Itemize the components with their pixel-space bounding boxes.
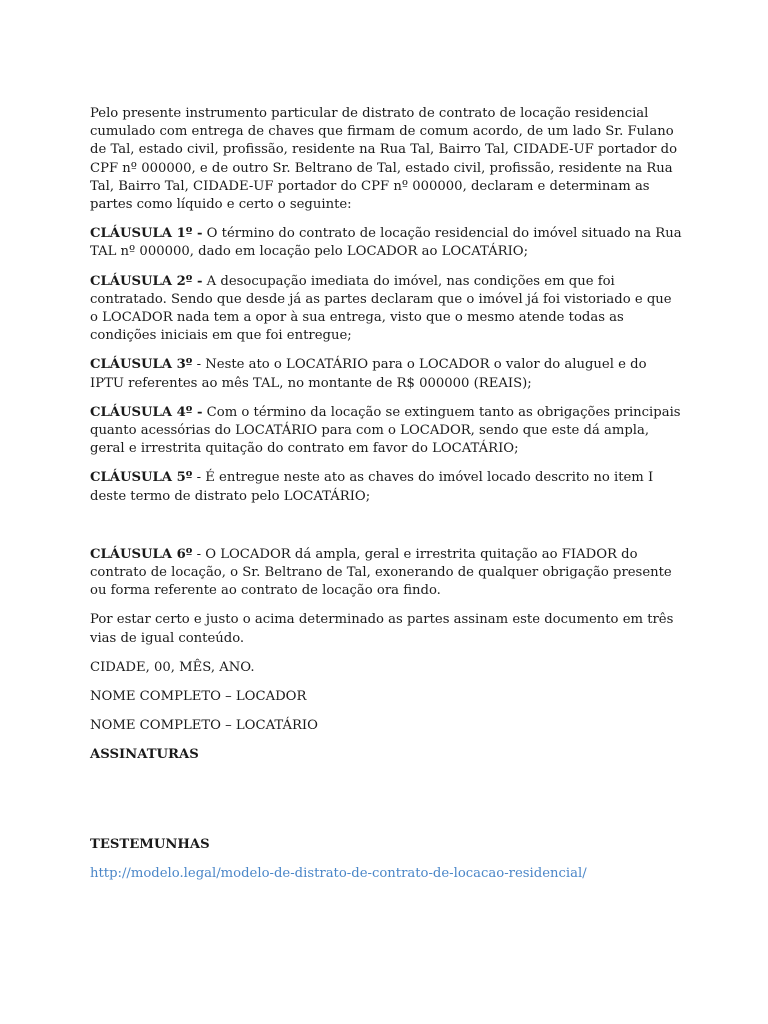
clause-3 xyxy=(90,356,682,392)
signatures-heading: ASSINATURAS xyxy=(90,747,199,763)
clause-label: CLÁUSULA 3º xyxy=(90,357,193,373)
intro-paragraph: Pelo presente instrumento particular de distrato de contrato de locação residencial cumulado com entrega de chaves que firmam de comum acordo, de um lado Sr. Fulano de Tal, estado civil, profissão, residente na Rua Tal, Bairro Tal, CIDADE-UF portador do CPF nº 000000, e de outro Sr. Beltrano de Tal, estado civil, profissão, residente na Rua Tal, Bairro Tal, CIDADE-UF portador do CPF nº 000000, declaram e determinam as partes como líquido e certo o seguinte: xyxy=(90,106,678,213)
clause-5 xyxy=(90,469,682,505)
clause-text: - Neste ato o LOCATÁRIO para o LOCADOR o valor do aluguel e do IPTU referentes ao mês TAL, no montante de R$ 000000 (REAIS); xyxy=(90,357,647,391)
witnesses-heading: TESTEMUNHAS xyxy=(90,836,210,852)
source-link[interactable]: http://modelo.legal/modelo-de-distrato-de-contrato-de-locacao-residencial/ xyxy=(90,865,587,881)
clause-2 xyxy=(90,273,682,346)
clause-text: A desocupação imediata do imóvel, nas condições em que foi contratado. Sendo que desde já as partes declaram que o imóvel já foi vistoriado e que o LOCADOR nada tem a opor à sua entrega, visto que o mesmo atende todas as condições iniciais em que foi entregue; xyxy=(90,273,672,344)
clause-1 xyxy=(90,225,682,261)
clause-text: - É entregue neste ato as chaves do imóvel locado descrito no item I deste termo de distrato pelo LOCATÁRIO; xyxy=(90,470,654,504)
clause-text: - O LOCADOR dá ampla, geral e irrestrita quitação ao FIADOR do contrato de locação, o Sr. Beltrano de Tal, exonerando de qualquer obrigação presente ou forma referente ao contrato de locação ora findo. xyxy=(90,546,672,599)
document-body xyxy=(90,105,682,894)
clause-label: CLÁUSULA 1º - xyxy=(90,226,203,242)
clause-label: CLÁUSULA 2º - xyxy=(90,273,203,289)
clause-text: O término do contrato de locação residencial do imóvel situado na Rua TAL nº 000000, dado em locação pelo LOCADOR ao LOCATÁRIO; xyxy=(90,226,682,260)
name-locador: NOME COMPLETO – LOCADOR xyxy=(90,689,307,705)
blank-space xyxy=(90,517,682,546)
clause-text: Com o término da locação se extinguem tanto as obrigações principais quanto acessórias do LOCATÁRIO para com o LOCADOR, sendo que este dá ampla, geral e irrestrita quitação do contrato em favor do LOCATÁRIO; xyxy=(90,404,681,457)
closing-paragraph: Por estar certo e justo o acima determinado as partes assinam este documento em três vias de igual conteúdo. xyxy=(90,612,674,646)
name-locatario: NOME COMPLETO – LOCATÁRIO xyxy=(90,718,318,734)
clause-label: CLÁUSULA 6º xyxy=(90,546,193,562)
clause-label: CLÁUSULA 4º - xyxy=(90,404,203,420)
clause-6 xyxy=(90,546,682,601)
signature-space xyxy=(90,776,682,836)
place-date: CIDADE, 00, MÊS, ANO. xyxy=(90,659,255,675)
clause-4 xyxy=(90,404,682,459)
source-link-line xyxy=(90,865,682,883)
clause-label: CLÁUSULA 5º xyxy=(90,470,193,486)
